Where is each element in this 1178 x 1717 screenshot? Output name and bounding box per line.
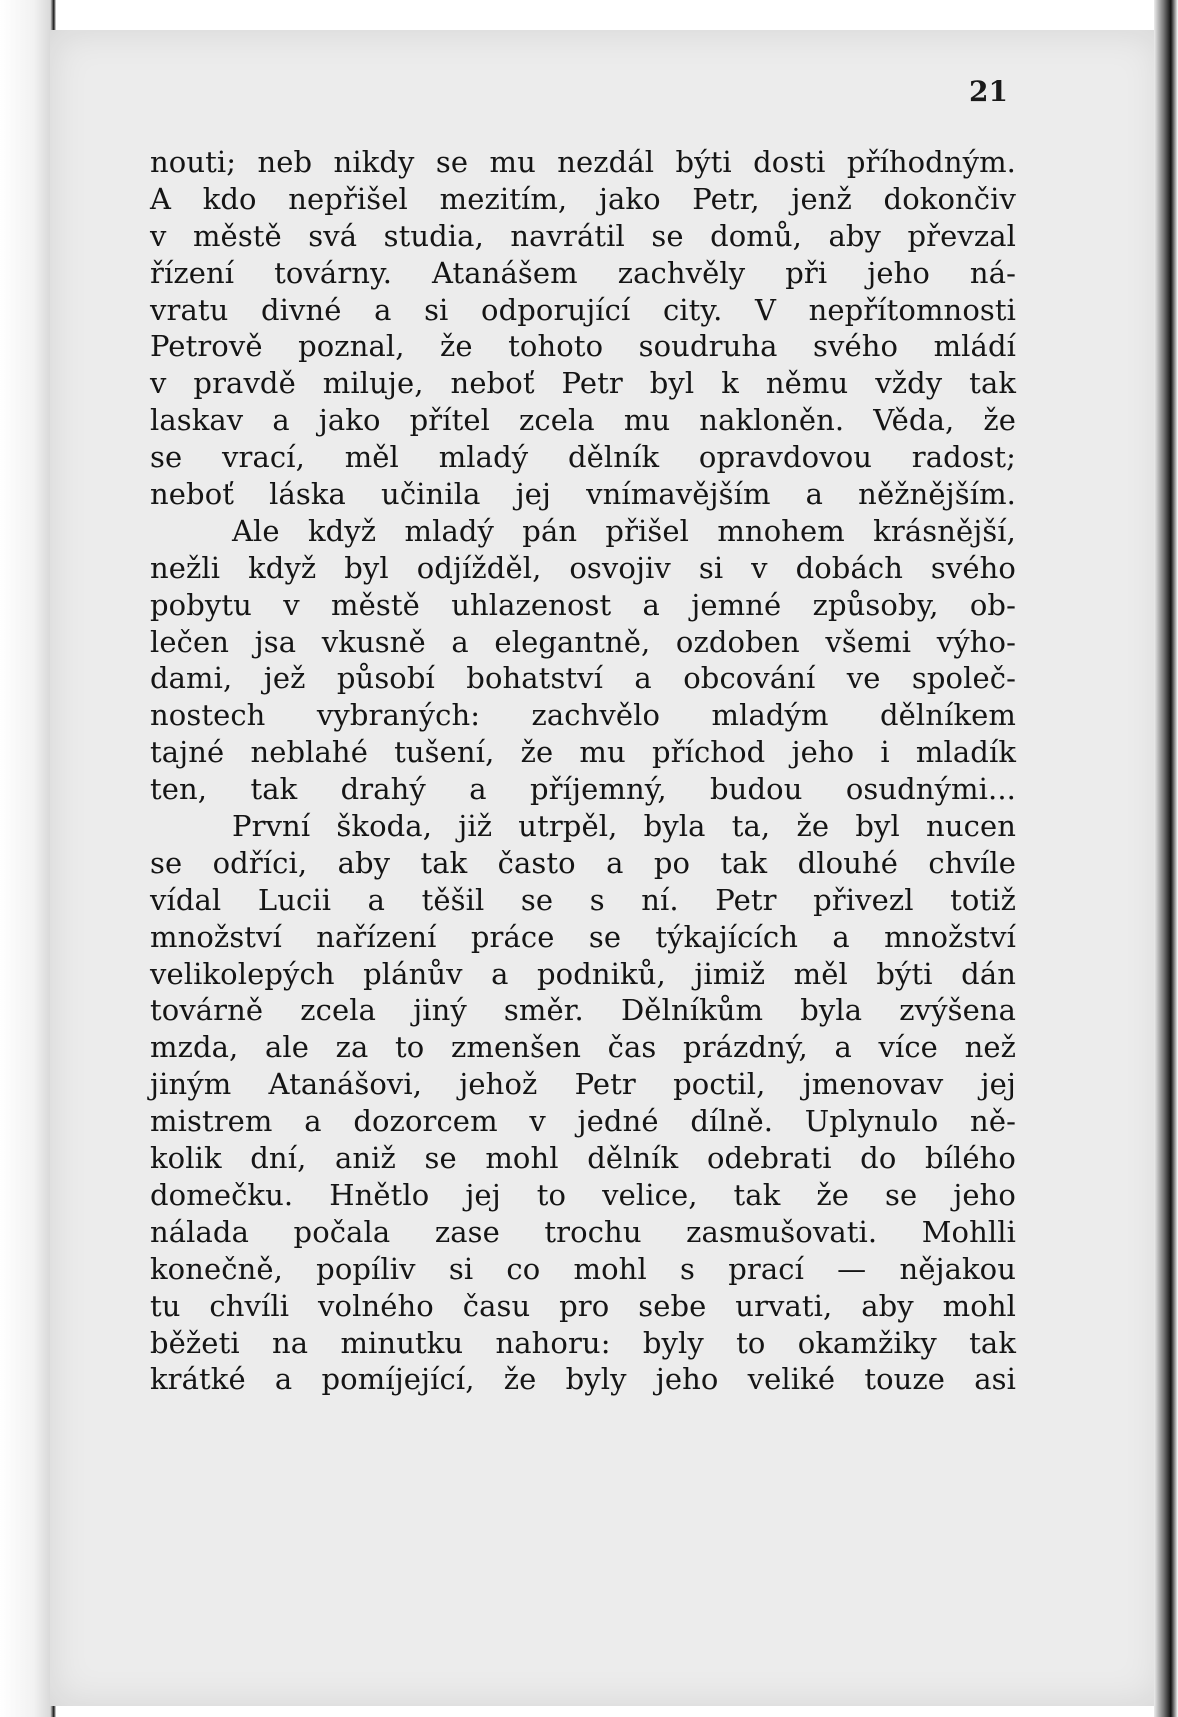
- text-line: nežli když byl odjížděl, osvojiv si v dobách svého: [150, 550, 1016, 585]
- body-text: [150, 144, 1016, 1398]
- text-line: A kdo nepřišel mezitím, jako Petr, jenž dokončiv: [150, 181, 1016, 216]
- text-line: tajné neblahé tušení, že mu příchod jeho i mladík: [150, 735, 1016, 770]
- text-line: mzda, ale za to zmenšen čas prázdný, a více než: [150, 1030, 1016, 1065]
- text-line: řízení továrny. Atanášem zachvěly při jeho ná-: [150, 255, 1016, 290]
- text-line: domečku. Hnětlo jej to velice, tak že se jeho: [150, 1177, 1016, 1212]
- text-line: kolik dní, aniž se mohl dělník odebrati do bílého: [150, 1141, 1016, 1176]
- text-line: se vrací, měl mladý dělník opravdovou radost;: [150, 440, 1016, 475]
- text-line: běžeti na minutku nahoru: byly to okamžiky tak: [150, 1325, 1016, 1360]
- scan-edge-left: [0, 0, 56, 1717]
- text-line: ten, tak drahý a příjemný, budou osudnými...: [150, 772, 1016, 807]
- text-line: Petrově poznal, že tohoto soudruha svého mládí: [150, 329, 1016, 364]
- text-line: v pravdě miluje, neboť Petr byl k němu vždy tak: [150, 366, 1016, 401]
- text-line: vratu divné a si odporující city. V nepřítomnosti: [150, 292, 1016, 327]
- text-line: laskav a jako přítel zcela mu nakloněn. Věda, že: [150, 403, 1016, 438]
- text-line: nostech vybraných: zachvělo mladým dělníkem: [150, 698, 1016, 733]
- text-line: továrně zcela jiný směr. Dělníkům byla zvýšena: [150, 993, 1016, 1028]
- text-line: pobytu v městě uhlazenost a jemné způsoby, ob-: [150, 587, 1016, 622]
- text-line: mistrem a dozorcem v jedné dílně. Uplynulo ně-: [150, 1104, 1016, 1139]
- text-line: dami, jež působí bohatství a obcování ve společ-: [150, 661, 1016, 696]
- text-line: neboť láska učinila jej vnímavějším a něžnějším.: [150, 477, 1016, 512]
- text-line: se odříci, aby tak často a po tak dlouhé chvíle: [150, 845, 1016, 880]
- text-line: množství nařízení práce se týkajících a množství: [150, 919, 1016, 954]
- text-line: První škoda, již utrpěl, byla ta, že byl nucen: [232, 809, 1016, 844]
- text-line: krátké a pomíjející, že byly jeho veliké touze asi: [150, 1362, 1016, 1397]
- text-line: konečně, popíliv si co mohl s prací — nějakou: [150, 1251, 1016, 1286]
- text-line: nouti; neb nikdy se mu nezdál býti dosti příhodným.: [150, 145, 1016, 179]
- text-line: nálada počala zase trochu zasmušovati. Mohlli: [150, 1214, 1016, 1249]
- page-number: 21: [969, 75, 1008, 108]
- text-line: Ale když mladý pán přišel mnohem krásnější,: [232, 513, 1016, 548]
- text-line: tu chvíli volného času pro sebe urvati, aby mohl: [150, 1288, 1016, 1323]
- scan-edge-right: [1154, 0, 1178, 1717]
- text-line: lečen jsa vkusně a elegantně, ozdoben všemi výho-: [150, 624, 1016, 659]
- text-line: velikolepých plánův a podniků, jimiž měl býti dán: [150, 956, 1016, 991]
- text-line: v městě svá studia, navrátil se domů, aby převzal: [150, 218, 1016, 253]
- text-line: jiným Atanášovi, jehož Petr poctil, jmenovav jej: [150, 1067, 1016, 1102]
- text-line: vídal Lucii a těšil se s ní. Petr přivezl totiž: [150, 882, 1016, 917]
